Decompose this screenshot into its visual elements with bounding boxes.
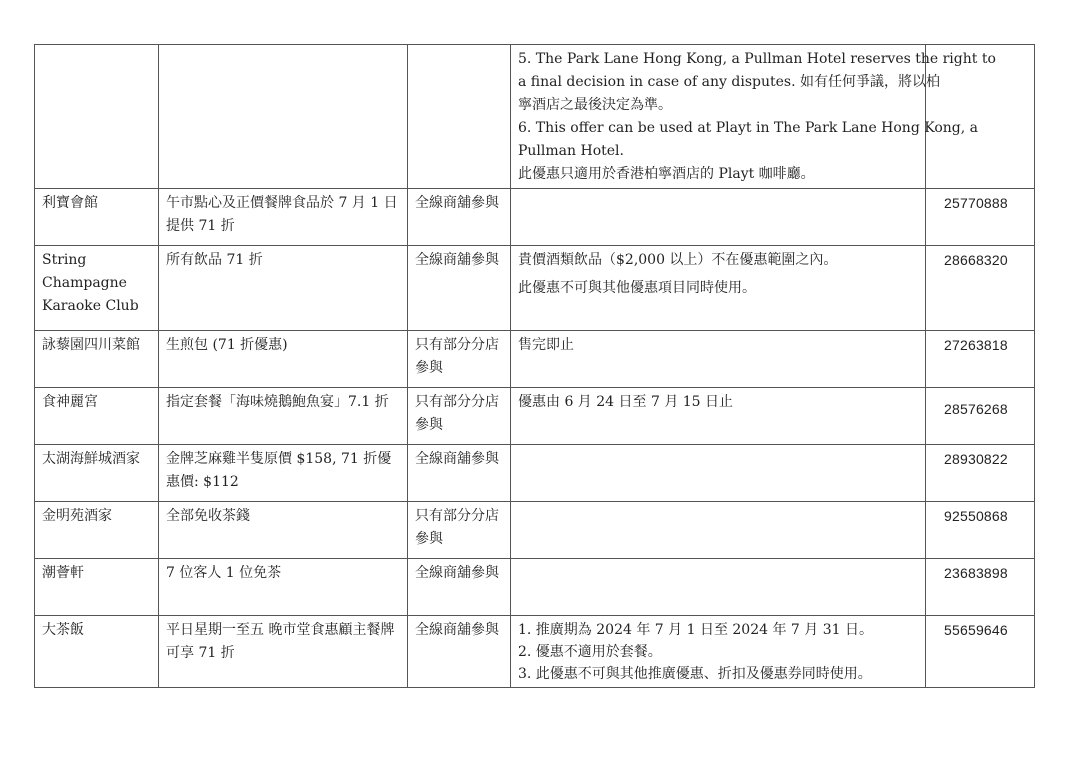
restaurant-name-cell: 利寶會館: [35, 189, 159, 246]
offer-cell: 午市點心及正價餐牌食品於 7 月 1 日提供 71 折: [159, 189, 408, 246]
offer-cell: 所有飲品 71 折: [159, 246, 408, 331]
terms-cell: [511, 331, 926, 388]
table-row: [35, 331, 1035, 388]
restaurant-name-cell: 大茶飯: [35, 616, 159, 688]
participation-cell: 全線商舖參與: [408, 246, 511, 331]
offer-cell: 7 位客人 1 位免茶: [159, 559, 408, 616]
table-row: [35, 189, 1035, 246]
table-row: [35, 388, 1035, 445]
terms-cell: [511, 189, 926, 246]
restaurant-name-cell: 食神麗宮: [35, 388, 159, 445]
terms-line: 優惠由 6 月 24 日至 7 月 15 日止: [518, 394, 734, 410]
table-row: [35, 616, 1035, 688]
restaurant-name-cell: 詠藜園四川菜館: [35, 331, 159, 388]
participation-cell: 只有部分分店參與: [408, 331, 511, 388]
terms-cell: [511, 246, 926, 331]
participation-cell: 全線商舖參與: [408, 559, 511, 616]
terms-line: 3. 此優惠不可與其他推廣優惠、折扣及優惠券同時使用。: [518, 666, 872, 682]
terms-cell: [511, 445, 926, 502]
terms-line: 此優惠不可與其他優惠項目同時使用。: [518, 280, 756, 296]
terms-line: 1. 推廣期為 2024 年 7 月 1 日至 2024 年 7 月 31 日。: [518, 622, 874, 638]
restaurant-name-cell: String Champagne Karaoke Club: [35, 246, 159, 331]
participation-cell: 全線商舖參與: [408, 189, 511, 246]
table-row: [35, 445, 1035, 502]
phone-cell: 23683898: [926, 559, 1035, 616]
terms-line: 售完即止: [518, 337, 574, 353]
participation-cell: 全線商舖參與: [408, 445, 511, 502]
phone-cell: 92550868: [926, 502, 1035, 559]
participation-cell: [408, 45, 511, 189]
offer-cell: 金牌芝麻雞半隻原價 $158, 71 折優惠價: $112: [159, 445, 408, 502]
terms-cell: [511, 388, 926, 445]
terms-line: 2. 優惠不適用於套餐。: [518, 644, 662, 660]
phone-cell: 28668320: [926, 246, 1035, 331]
phone-cell: 28576268: [926, 388, 1035, 445]
offer-cell: 生煎包 (71 折優惠): [159, 331, 408, 388]
table-row: [35, 502, 1035, 559]
restaurant-name-cell: 金明苑酒家: [35, 502, 159, 559]
phone-cell: 28930822: [926, 445, 1035, 502]
offer-cell: [159, 45, 408, 189]
terms-line: 6. This offer can be used at Playt in The Park Lane Hong Kong, a: [518, 120, 978, 136]
terms-line: 貴價酒類飲品（$2,000 以上）不在優惠範圍之內。: [518, 252, 838, 268]
phone-cell: 55659646: [926, 616, 1035, 688]
participation-cell: 只有部分分店參與: [408, 502, 511, 559]
participation-cell: 只有部分分店參與: [408, 388, 511, 445]
restaurant-name-cell: 潮薈軒: [35, 559, 159, 616]
restaurant-name-cell: [35, 45, 159, 189]
terms-line: Pullman Hotel.: [518, 143, 624, 159]
offer-cell: 全部免收茶錢: [159, 502, 408, 559]
terms-line: 此優惠只適用於香港柏寧酒店的 Playt 咖啡廳。: [518, 166, 815, 182]
terms-cell: [511, 502, 926, 559]
offer-cell: 平日星期一至五 晚市堂食惠顧主餐牌可享 71 折: [159, 616, 408, 688]
participation-cell: 全線商舖參與: [408, 616, 511, 688]
table-row: [35, 246, 1035, 331]
terms-cell: [511, 559, 926, 616]
phone-cell: 25770888: [926, 189, 1035, 246]
offers-table: [34, 44, 1035, 688]
terms-cell: [511, 616, 926, 688]
restaurant-name-cell: 太湖海鮮城酒家: [35, 445, 159, 502]
table-row: [35, 45, 1035, 189]
table-row: [35, 559, 1035, 616]
terms-cell: [511, 45, 996, 189]
offer-cell: 指定套餐「海味燒鵝鮑魚宴」7.1 折: [159, 388, 408, 445]
terms-line: a final decision in case of any disputes. 如有任何爭議，將以柏: [518, 74, 940, 90]
terms-line: 寧酒店之最後決定為準。: [518, 97, 672, 113]
terms-line: 5. The Park Lane Hong Kong, a Pullman Hotel reserves the right to: [518, 51, 996, 67]
phone-cell: 27263818: [926, 331, 1035, 388]
